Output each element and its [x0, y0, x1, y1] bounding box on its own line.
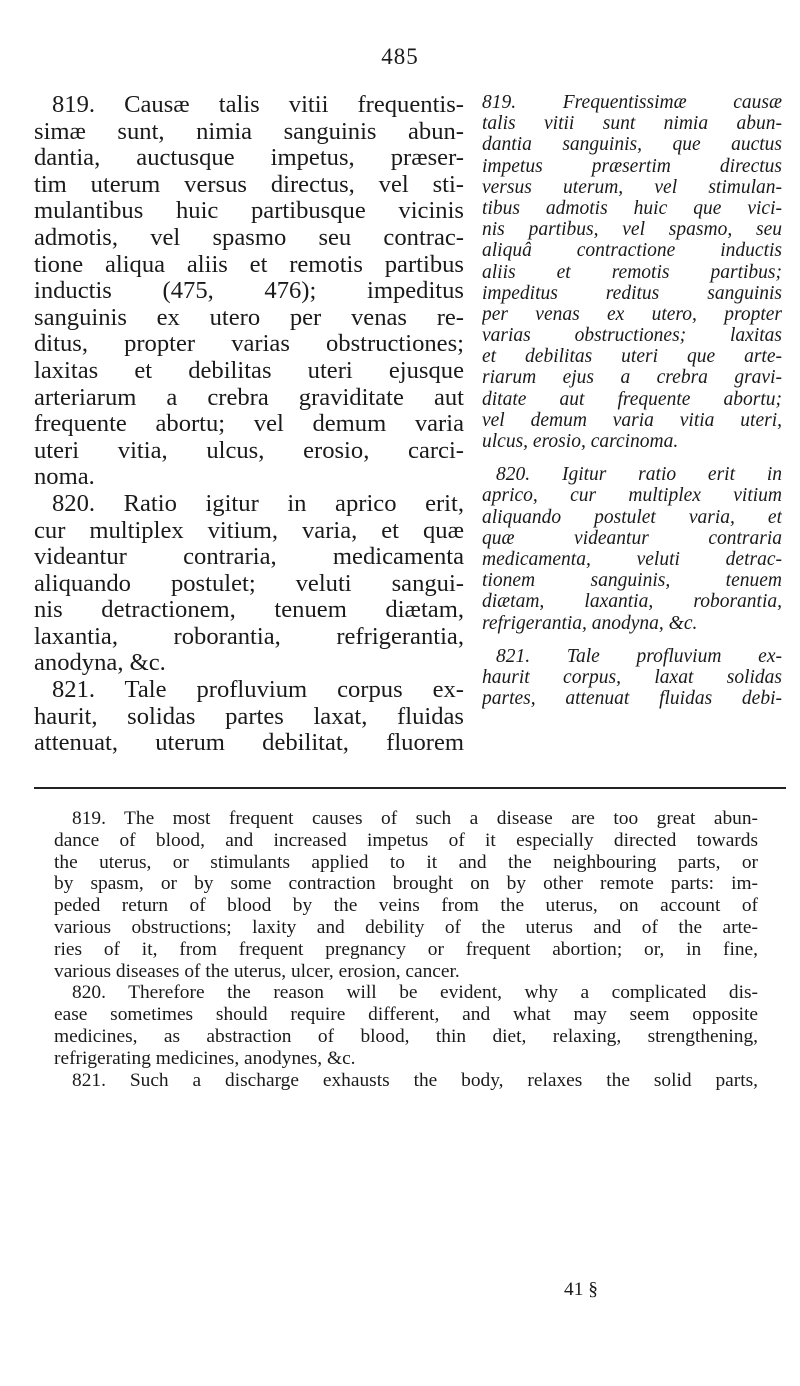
latin-italic-line: medicamenta, veluti detrac-: [482, 548, 782, 570]
latin-line: sanguinis ex utero per venas re-: [34, 304, 464, 331]
latin-italic-line: 819. Frequentissimæ causæ: [482, 92, 782, 113]
latin-line: aliquando postulet; veluti sangui-: [34, 570, 464, 597]
translation-line: refrigerating medicines, anodynes, &c.: [54, 1047, 356, 1069]
translation-line: 821. Such a discharge exhausts the body, relaxes the solid parts,: [72, 1069, 758, 1091]
translation-line: ease sometimes should require different, and what may seem opposite: [54, 1004, 758, 1026]
latin-italic-line: dantia sanguinis, que auctus: [482, 134, 782, 156]
latin-line: arteriarum a crebra graviditate aut: [34, 384, 464, 411]
latin-italic-line: haurit corpus, laxat solidas: [482, 666, 782, 688]
latin-italic-line: nis partibus, vel spasmo, seu: [482, 219, 782, 241]
latin-italic-line: talis vitii sunt nimia abun-: [482, 113, 782, 135]
latin-line: tim uterum versus directus, vel sti-: [34, 171, 464, 198]
translation-line: various diseases of the uterus, ulcer, erosion, cancer.: [54, 960, 460, 982]
latin-line: tione aliqua aliis et remotis partibus: [34, 251, 464, 278]
latin-line: nis detractionem, tenuem diætam,: [34, 597, 464, 624]
latin-italic-line: partes, attenuat fluidas debi-: [482, 688, 782, 710]
latin-italic-line: 821. Tale profluvium ex-: [496, 645, 782, 667]
translation-line: ries of it, from frequent pregnancy or frequent abortion; or, in fine,: [54, 938, 758, 960]
latin-line: dantia, auctusque impetus, præser-: [34, 145, 464, 172]
latin-line: 819. Causæ talis vitii frequentis-: [52, 92, 464, 118]
latin-italic-column: [482, 92, 782, 709]
translation-line: 819. The most frequent causes of such a disease are too great abun-: [72, 808, 758, 829]
latin-italic-line: et debilitas uteri que arte-: [482, 346, 782, 368]
translation-line: by spasm, or by some contraction brought on by other remote parts: im-: [54, 873, 758, 895]
latin-line: attenuat, uterum debilitat, fluorem: [34, 730, 464, 757]
latin-italic-line: diætam, laxantia, roborantia,: [482, 591, 782, 613]
latin-italic-line: riarum ejus a crebra gravi-: [482, 367, 782, 389]
latin-italic-line: impeditus reditus sanguinis: [482, 282, 782, 304]
latin-line: anodyna, &c.: [34, 649, 166, 677]
latin-line: inductis (475, 476); impeditus: [34, 278, 464, 305]
latin-italic-line: ulcus, erosio, carcinoma.: [482, 431, 679, 452]
latin-italic-line: per venas ex utero, propter: [482, 303, 782, 325]
latin-italic-line: aliquâ contractione inductis: [482, 240, 782, 262]
translation-line: various obstructions; laxity and debility of the uterus and of the arte-: [54, 916, 758, 938]
latin-column: [34, 92, 464, 757]
latin-italic-line: aprico, cur multiplex vitium: [482, 485, 782, 507]
translation-line: 820. Therefore the reason will be evident, why a complicated dis-: [72, 982, 758, 1004]
latin-italic-line: aliquando postulet varia, et: [482, 506, 782, 528]
latin-line: laxantia, roborantia, refrigerantia,: [34, 623, 464, 650]
translation-line: medicines, as abstraction of blood, thin diet, relaxing, strengthening,: [54, 1025, 758, 1047]
latin-line: 820. Ratio igitur in aprico erit,: [52, 490, 464, 517]
latin-italic-line: quæ videantur contraria: [482, 527, 782, 549]
latin-italic-line: ditate aut frequente abortu;: [482, 388, 782, 410]
latin-line: videantur contraria, medicamenta: [34, 544, 464, 571]
latin-line: mulantibus huic partibusque vicinis: [34, 198, 464, 225]
latin-italic-line: tionem sanguinis, tenuem: [482, 570, 782, 592]
latin-italic-line: aliis et remotis partibus;: [482, 261, 782, 283]
catchword: 41 §: [564, 1279, 598, 1300]
latin-line: ditus, propter varias obstructiones;: [34, 331, 464, 358]
translation-line: dance of blood, and increased impetus of it especially directed towards: [54, 829, 758, 851]
latin-italic-line: varias obstructiones; laxitas: [482, 325, 782, 347]
page-number: 485: [381, 44, 419, 69]
latin-italic-line: vel demum varia vitia uteri,: [482, 409, 782, 431]
translation-line: the uterus, or stimulants applied to it and the neighbouring parts, or: [54, 851, 758, 873]
latin-line: 821. Tale profluvium corpus ex-: [52, 677, 464, 704]
latin-line: laxitas et debilitas uteri ejusque: [34, 357, 464, 384]
english-translation: [54, 808, 758, 1091]
translation-line: peded return of blood by the veins from the uterus, on account of: [54, 895, 758, 917]
latin-line: noma.: [34, 463, 95, 491]
latin-italic-line: 820. Igitur ratio erit in: [496, 464, 782, 486]
latin-line: uteri vitia, ulcus, erosio, carci-: [34, 437, 464, 464]
latin-line: simæ sunt, nimia sanguinis abun-: [34, 118, 464, 145]
latin-line: admotis, vel spasmo seu contrac-: [34, 224, 464, 251]
latin-line: cur multiplex vitium, varia, et quæ: [34, 517, 464, 544]
latin-italic-line: impetus præsertim directus: [482, 155, 782, 177]
latin-italic-line: versus uterum, vel stimulan-: [482, 176, 782, 198]
separator-rule: [34, 787, 786, 789]
latin-line: frequente abortu; vel demum varia: [34, 411, 464, 438]
latin-italic-line: tibus admotis huic que vici-: [482, 197, 782, 219]
latin-italic-line: refrigerantia, anodyna, &c.: [482, 612, 698, 634]
latin-line: haurit, solidas partes laxat, fluidas: [34, 703, 464, 730]
